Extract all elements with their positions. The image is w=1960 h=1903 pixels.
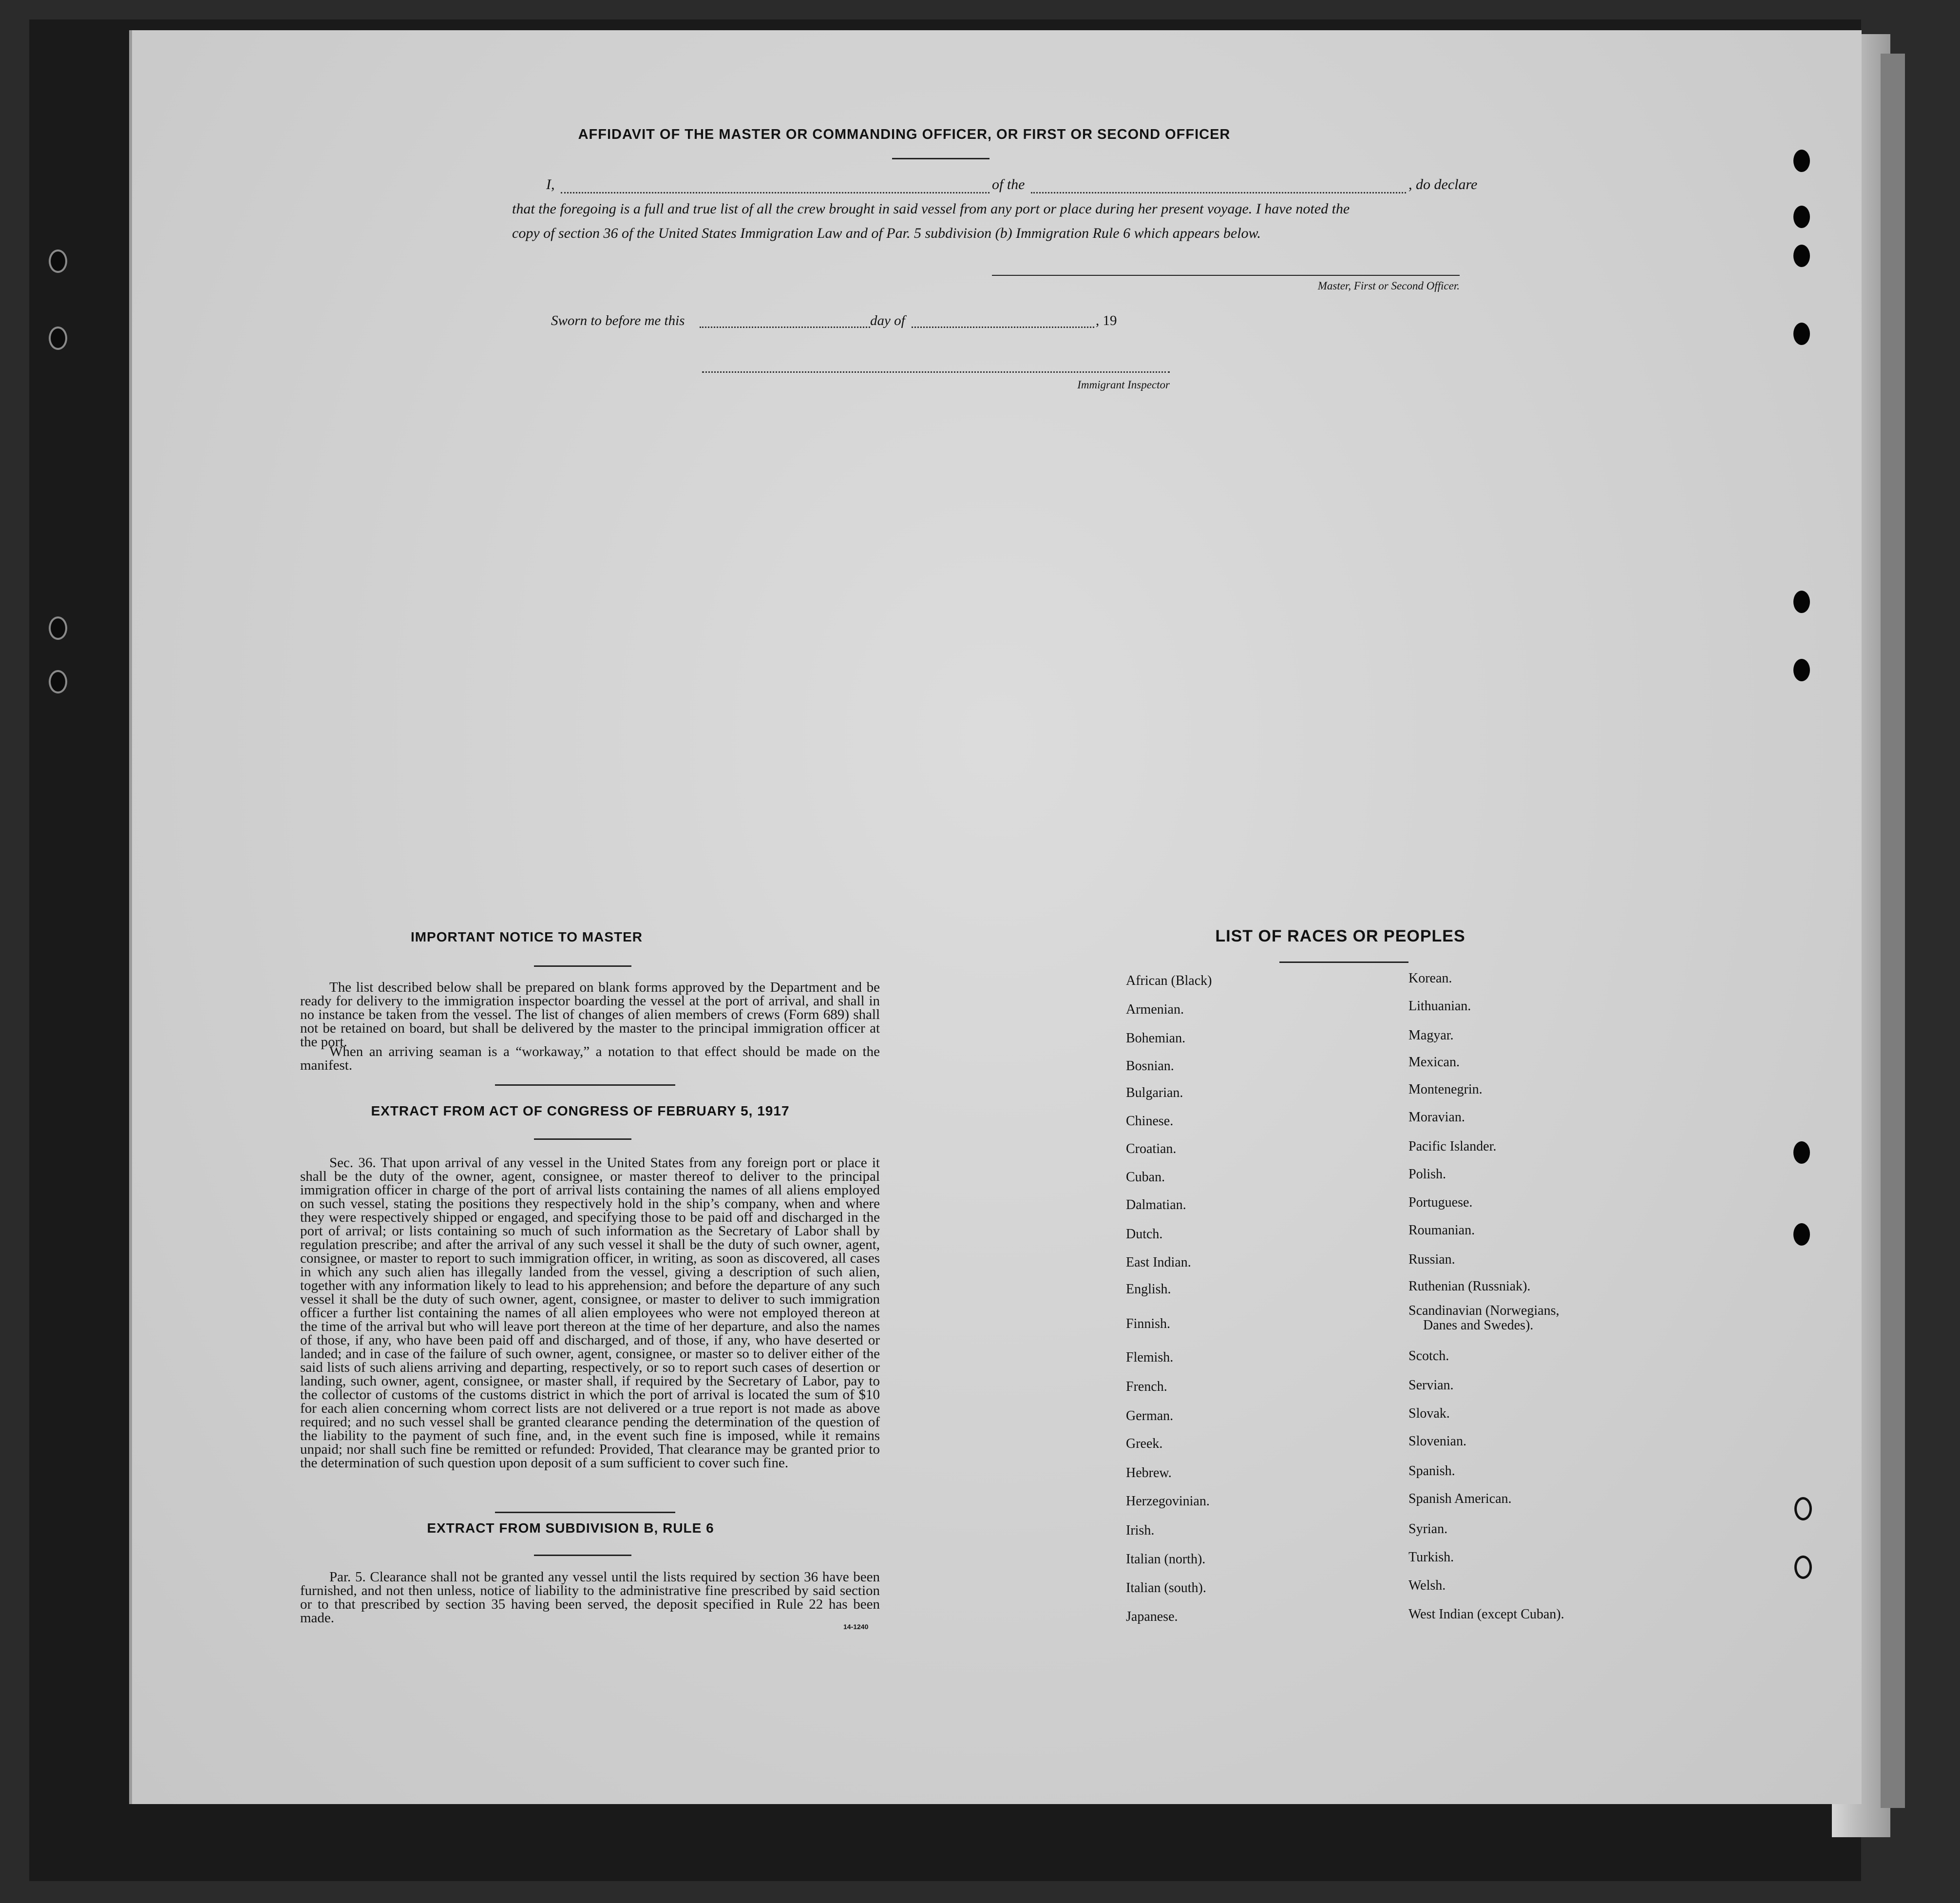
race-item: Turkish. xyxy=(1408,1550,1454,1565)
notice-paragraph-2: When an arriving seaman is a “workaway,” a notation to that effect should be made on the manifest. xyxy=(300,1044,880,1073)
extract-rule-underline xyxy=(534,1555,631,1556)
race-item: Lithuanian. xyxy=(1408,999,1471,1014)
race-item: Roumanian. xyxy=(1408,1223,1475,1238)
extract-act-underline xyxy=(534,1138,631,1140)
race-item: Irish. xyxy=(1126,1523,1155,1538)
race-item: Portuguese. xyxy=(1408,1195,1473,1210)
sworn-month-blank[interactable] xyxy=(912,327,1094,328)
punch-hole-icon xyxy=(1794,1556,1812,1579)
extract-rule-text: Par. 5. Clearance shall not be granted any vessel until the lists required by section 36 have been furnished, and not then unless, notice of liability to the administrative fine prescribed by said section or to that prescribed by section 35 having been served, the deposit specified in Rule 22 has been made. xyxy=(300,1569,880,1626)
race-item: Scotch. xyxy=(1408,1348,1449,1364)
punch-hole-icon xyxy=(1793,150,1810,172)
race-item: Finnish. xyxy=(1126,1316,1171,1331)
race-item: Scandinavian (Norwegians, xyxy=(1408,1303,1560,1318)
notice-divider xyxy=(495,1084,675,1086)
signature-line[interactable] xyxy=(992,275,1460,276)
affidavit-line2: that the foregoing is a full and true list of all the crew brought in said vessel from any port or place during her present voyage. I have noted the xyxy=(512,201,1350,217)
race-item: German. xyxy=(1126,1408,1174,1423)
inspector-label: Immigrant Inspector xyxy=(1077,379,1170,391)
affidavit-title: AFFIDAVIT OF THE MASTER OR COMMANDING OFFICER, OR FIRST OR SECOND OFFICER xyxy=(578,127,1231,142)
punch-hole-icon xyxy=(1793,591,1810,613)
race-item: Bohemian. xyxy=(1126,1031,1186,1046)
race-item: Russian. xyxy=(1408,1252,1455,1267)
race-item: Herzegovinian. xyxy=(1126,1494,1210,1509)
race-item: East Indian. xyxy=(1126,1255,1191,1270)
extract-act-text: Sec. 36. That upon arrival of any vessel in the United States from any foreign port or place it shall be the duty of the owner, agent, consignee, or master thereof to deliver to the principal immigration officer in charge of the port of arrival lists containing the names of all aliens employed on such vessel, stating the positions they respectively hold in the ship’s company, when and where they were respectively shipped or engaged, and specifying those to be paid off and discharged in the port of arrival; or lists containing so much of such information as the Secretary of Labor shall by regulation prescribe; and after the arrival of any such vessel it shall be the duty of such owner, agent, consignee, or master to report to such immigration officer, in writing, as soon as discovered, all cases in which any such alien has illegally landed from the vessel, giving a description of such alien, together with any information likely to lead to his apprehension; and before the departure of any such vessel it shall be the duty of such owner, agent, consignee, or master to deliver to such immigration officer a further list containing the names of all alien employees who were not employed thereon at the time of the arrival but who will leave port thereon at the time of her departure, and also the names of those, if any, who have been paid off and discharged, and of those, if any, who have deserted or landed; and in case of the failure of such owner, agent, consignee, or master so to deliver either of the said lists of such aliens arriving and departing, respectively, or so to report such cases of desertion or landing, such owner, agent, consignee, or master shall, if required by the Secretary of Labor, pay to the collector of customs of the customs district in which the port of arrival is located the sum of $10 for each alien concerning whom correct lists are not delivered or a true report is not made as above required; and no such vessel shall be granted clearance pending the determination of the question of the liability to the payment of such fine, and, in the event such fine is imposed, while it remains unpaid; nor shall such fine be remitted or refunded: Provided, That clearance may be granted prior to the determination of such question upon deposit of a sum sufficient to cover such fine. xyxy=(300,1155,880,1471)
affidavit-line3: copy of section 36 of the United States Immigration Law and of Par. 5 subdivision (b) Immigration Rule 6 which appears below. xyxy=(512,225,1261,241)
notice-underline xyxy=(534,965,631,967)
extract-rule-title: EXTRACT FROM SUBDIVISION B, RULE 6 xyxy=(427,1520,714,1536)
race-item: Mexican. xyxy=(1408,1055,1460,1070)
punch-hole-icon xyxy=(1794,1497,1812,1520)
notice-paragraph-1: The list described below shall be prepared on blank forms approved by the Department and be ready for delivery to the immigration inspector boarding the vessel at the port of arrival, and shall in no instance be taken from the vessel. The list of changes of alien members of crews (Form 689) shall not be retained on board, but shall be delivered by the master to the principal immigration officer at the port. xyxy=(300,980,880,1050)
race-item: Spanish. xyxy=(1408,1463,1455,1479)
binder-hole-icon xyxy=(49,616,67,640)
extract-act-title: EXTRACT FROM ACT OF CONGRESS OF FEBRUARY 5, 1917 xyxy=(371,1103,790,1118)
race-item: Croatian. xyxy=(1126,1141,1177,1156)
punch-hole-icon xyxy=(1793,206,1810,228)
affidavit-line1-start: I, xyxy=(546,176,555,192)
race-item: Montenegrin. xyxy=(1408,1082,1483,1097)
punch-hole-icon xyxy=(1793,245,1810,267)
race-item: Japanese. xyxy=(1126,1609,1178,1624)
punch-hole-icon xyxy=(1793,323,1810,345)
title-underline xyxy=(892,158,990,159)
signature-label: Master, First or Second Officer. xyxy=(1317,280,1460,292)
punch-hole-icon xyxy=(1793,659,1810,681)
race-item: Bosnian. xyxy=(1126,1058,1174,1074)
race-item: Danes and Swedes). xyxy=(1423,1318,1534,1333)
race-item: Servian. xyxy=(1408,1378,1454,1393)
race-item: Italian (south). xyxy=(1126,1580,1206,1595)
race-item: Armenian. xyxy=(1126,1002,1184,1017)
races-underline xyxy=(1279,961,1408,963)
extract-act-divider xyxy=(495,1512,675,1513)
race-item: Pacific Islander. xyxy=(1408,1139,1497,1154)
races-title: LIST OF RACES OR PEOPLES xyxy=(1215,927,1465,945)
sworn-year: , 19 xyxy=(1096,313,1117,328)
race-item: Slovenian. xyxy=(1408,1434,1466,1449)
race-item: Dalmatian. xyxy=(1126,1197,1186,1212)
race-item: Flemish. xyxy=(1126,1350,1174,1365)
race-item: Dutch. xyxy=(1126,1227,1163,1242)
race-item: Cuban. xyxy=(1126,1170,1165,1185)
race-item: Chinese. xyxy=(1126,1114,1174,1129)
page-edge-shadow xyxy=(1881,54,1905,1808)
race-item: Italian (north). xyxy=(1126,1552,1206,1567)
race-item: Slovak. xyxy=(1408,1406,1450,1421)
punch-hole-icon xyxy=(1793,1141,1810,1164)
race-item: West Indian (except Cuban). xyxy=(1408,1607,1564,1622)
race-item: Greek. xyxy=(1126,1436,1163,1451)
binder-hole-icon xyxy=(49,327,67,350)
sworn-mid: day of xyxy=(870,313,905,328)
race-item: Syrian. xyxy=(1408,1521,1448,1537)
notice-title: IMPORTANT NOTICE TO MASTER xyxy=(410,929,643,944)
race-item: Spanish American. xyxy=(1408,1491,1512,1506)
race-item: Moravian. xyxy=(1408,1110,1465,1125)
race-item: Polish. xyxy=(1408,1167,1446,1182)
race-item: English. xyxy=(1126,1282,1171,1297)
punch-hole-icon xyxy=(1793,1223,1810,1246)
race-item: Korean. xyxy=(1408,971,1452,986)
affidavit-line1-mid: of the xyxy=(992,176,1025,192)
race-item: Bulgarian. xyxy=(1126,1085,1183,1100)
affidavit-line1-end: , do declare xyxy=(1408,176,1478,192)
binder-hole-icon xyxy=(49,670,67,693)
binder-hole-icon xyxy=(49,250,67,273)
form-number: 14-1240 xyxy=(843,1623,869,1631)
race-item: Ruthenian (Russniak). xyxy=(1408,1279,1531,1294)
race-item: Magyar. xyxy=(1408,1028,1454,1043)
vessel-name-blank[interactable] xyxy=(1031,192,1406,193)
race-item: French. xyxy=(1126,1379,1167,1394)
sworn-start: Sworn to before me this xyxy=(551,313,685,328)
inspector-signature-blank[interactable] xyxy=(702,371,1170,373)
race-item: Welsh. xyxy=(1408,1578,1446,1593)
document-page xyxy=(129,30,1862,1804)
declarant-name-blank[interactable] xyxy=(561,192,990,193)
race-item: African (Black) xyxy=(1126,973,1212,988)
race-item: Hebrew. xyxy=(1126,1465,1172,1480)
sworn-day-blank[interactable] xyxy=(700,327,870,328)
